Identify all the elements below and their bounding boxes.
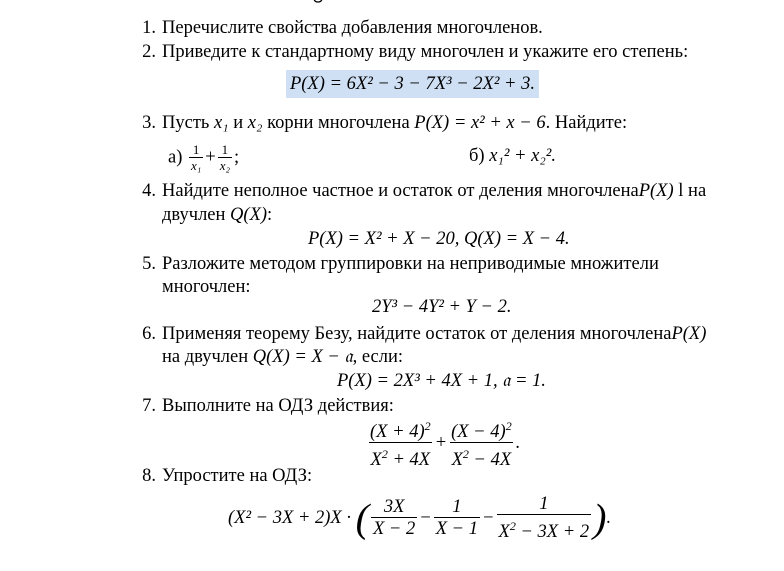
task-text: Перечислите свойства добавления многочленов. — [162, 18, 543, 38]
task-number: 7. — [142, 396, 156, 416]
task-number: 6. — [142, 324, 156, 344]
task-number: 2. — [142, 42, 156, 62]
option-b-label: б) — [469, 146, 485, 166]
task-number: 4. — [142, 181, 156, 201]
task-text: Пусть x₁ и x₂ корни многочлена P(X) = x² + x − 6. Найдите: — [162, 113, 628, 133]
task-text: Приведите к стандартному виду многочлен и укажите его степень: — [162, 42, 689, 62]
formula-7: $\frac{(X + 4)^2}{X^2 + 4X}$ + $\frac{(X - 4)^2}{X^2 - 4X}$ . — [366, 416, 520, 471]
formula-3a: а) $\frac{1}{\text{x₁}}$ + $\frac{1}{\text{x₂}}$ ; — [168, 142, 240, 173]
task-text-line2: на двучлен Q(X) = X − 𝔞, если: — [162, 347, 403, 367]
fraction-8a: $\frac{3X}{X - 2}$ — [372, 497, 416, 539]
task-number: 1. — [142, 18, 156, 38]
task-number: 3. — [142, 113, 156, 133]
task-number: 8. — [142, 466, 156, 486]
clipped-heading-glyph — [300, 0, 340, 6]
fraction-1-over-x2: $\frac{1}{\text{x₂}}$ — [219, 142, 231, 173]
formula-8: (X² − 3X + 2)X · ( $\frac{3X}{X - 2}$ − $\frac{1}{X - 1}$ − $\frac{1}{X^2 - 3X + 2}$ ). — [228, 494, 612, 542]
clipped-heading-fragment — [300, 0, 340, 2]
fraction-7a: $\frac{(X + 4)^2}{X^2 + 4X}$ — [370, 419, 431, 470]
option-a-label: а) — [168, 147, 183, 168]
fraction-8b: $\frac{1}{X - 1}$ — [435, 497, 479, 539]
task-text: Упростите на ОДЗ: — [162, 466, 313, 486]
formula-2 — [286, 74, 539, 95]
formula-6: P(X) = 2X³ + 4X + 1, 𝔞 = 1. — [337, 371, 546, 391]
task-text-line2: двучлен Q(X): — [162, 205, 273, 225]
task-text-line1: Разложите методом группировки на неприводимые множители — [162, 254, 659, 274]
task-text: Выполните на ОДЗ действия: — [162, 396, 394, 416]
formula-3b — [469, 146, 556, 167]
formula-4: P(X) = X² + X − 20, Q(X) = X − 4. — [308, 229, 570, 249]
fraction-8c: $\frac{1}{X^2 - 3X + 2}$ — [498, 494, 590, 542]
task-text-line1: Применяя теорему Безу, найдите остаток от деления многочленаP(X) — [162, 324, 707, 344]
formula-5: 2Y³ − 4Y² + Y − 2. — [372, 297, 512, 317]
fraction-7b: $\frac{(X - 4)^2}{X^2 - 4X}$ — [451, 419, 512, 470]
fraction-1-over-x1: $\frac{1}{\text{x₁}}$ — [191, 142, 202, 173]
task-number: 5. — [142, 254, 156, 274]
task-text-line2: многочлен: — [162, 277, 251, 297]
highlighted-formula[interactable]: P(X) = 6X² − 3 − 7X³ − 2X² + 3. — [286, 70, 539, 98]
sum-of-squares: x₁² + x₂². — [489, 146, 556, 166]
task-text-line1: Найдите неполное частное и остаток от деления многочленаP(X) l на — [162, 181, 707, 201]
